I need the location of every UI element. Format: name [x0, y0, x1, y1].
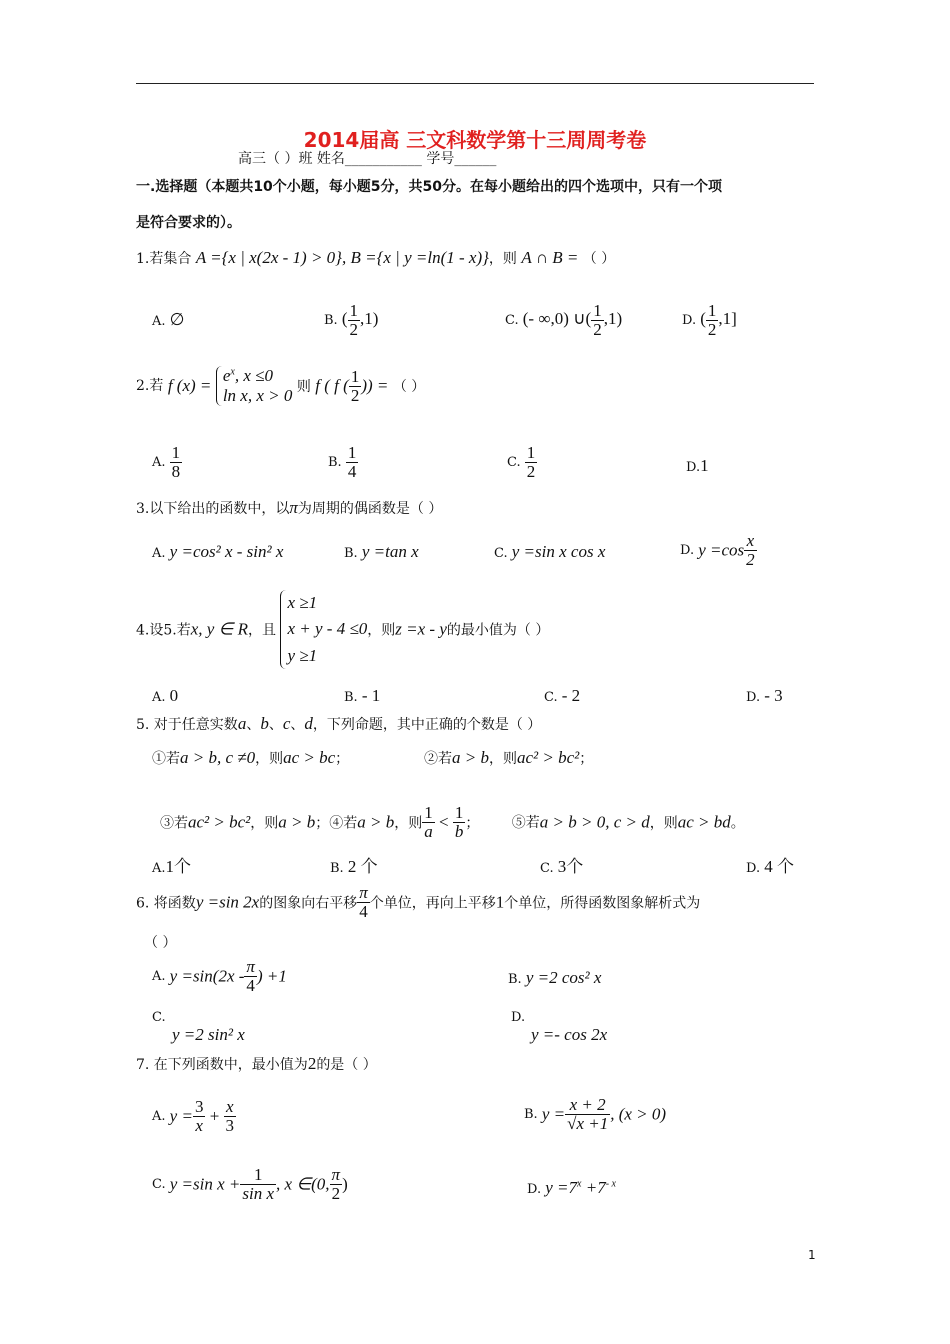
q5-proposition-1: ①若a > b, c ≠0，则ac > bc；: [152, 748, 350, 767]
q5-option-b: B. 2 个: [330, 857, 378, 876]
question-1: 1.若集合 A ={x | x(2x - 1) > 0}, B ={x | y =ln(1 - x)}，则 A ∩ B = （ ）: [136, 248, 616, 267]
q5-proposition-2: ②若a > b，则ac² > bc²；: [424, 748, 594, 767]
question-7: 7. 在下列函数中，最小值为2的是（ ）: [136, 1054, 377, 1073]
q6-option-d: D. y =- cos 2x: [511, 1010, 608, 1044]
q7-option-b: B. y = $\frac{x + 2}{√x +1}$ , (x > 0): [524, 1095, 667, 1133]
question-4: 4.设5.若x, y ∈ R，且 x ≥1 x + y - 4 ≤0 y ≥1 ，则z =x - y的最小值为（ ）: [136, 590, 549, 669]
q1-option-b: B. ( $\frac{1}{2}$ ,1): [324, 301, 379, 339]
top-rule: [136, 83, 814, 84]
q7-option-d: D. $y =7^x +7^{- x}$: [527, 1178, 616, 1197]
page-number: 1: [808, 1248, 816, 1262]
q5-option-d: D. 4 个: [746, 857, 794, 876]
q6-option-c: C. y =2 sin² x: [152, 1010, 245, 1044]
q2-option-c: C. $\frac{1}{2}$: [507, 443, 536, 481]
section-heading-line2: 是符合要求的）。: [136, 215, 241, 231]
q6-option-a: A. y =sin(2x - $\frac{\pi}{4}$ ) +1: [152, 957, 287, 995]
q7-option-c: C. y =sin x + $\frac{1}{\text{sin x}}$ , x ∈(0, $\frac{\pi}{2}$ ): [152, 1165, 348, 1203]
q6-answer-paren: （ ）: [144, 935, 177, 951]
q5-option-a: A.1个: [152, 857, 192, 876]
question-6: 6. 将函数y =sin 2x的图象向右平移 $\frac{\pi}{4}$ 个单位，再向上平移1个单位，所得函数图象解析式为: [136, 883, 701, 921]
question-3: 3.以下给出的函数中，以π为周期的偶函数是（ ）: [136, 498, 443, 517]
q1-option-a: A. ∅: [152, 310, 185, 329]
q3-option-a: A. y =cos² x - sin² x: [152, 542, 284, 561]
q3-option-d: D. y =cos $\frac{x}{2}$: [680, 531, 755, 569]
q3-option-b: B. y =tan x: [344, 542, 419, 561]
q7-option-a: A. y = $\frac{3}{x}$ + $\frac{x}{3}$: [152, 1097, 235, 1135]
q3-option-c: C. y =sin x cos x: [494, 542, 606, 561]
q2-option-b: B. $\frac{1}{4}$: [328, 443, 357, 481]
q6-option-b: B. y =2 cos² x: [508, 968, 602, 987]
q4-option-a: A. 0: [152, 686, 179, 705]
page-title: 2014届高 三文科数学第十三周周考卷: [303, 128, 647, 152]
question-2: 2.若 f (x) = $e^x$, x ≤0 ln x, x > 0 则 f ( f ( $\frac{1}{2}$ )) = （ ）: [136, 366, 426, 405]
q2-option-d: D.1: [686, 456, 709, 475]
question-5: 5. 对于任意实数a、b、c、d，下列命题，其中正确的个数是（ ）: [136, 714, 542, 733]
q4-option-c: C. - 2: [544, 686, 581, 705]
q4-option-b: B. - 1: [344, 686, 381, 705]
section-heading-line1: 一.选择题（本题共10个小题，每小题5分，共50分。在每小题给出的四个选项中，只有一个项: [136, 179, 723, 195]
student-info-line: 高三（ ）班 姓名___________ 学号______: [238, 151, 497, 167]
q2-option-a: A. $\frac{1}{8}$: [152, 443, 181, 481]
q1-option-c: C. (- ∞,0) ∪( $\frac{1}{2}$ ,1): [505, 301, 623, 339]
q5-option-c: C. 3个: [540, 857, 584, 876]
q5-propositions-3-5: ③若ac² > bc²，则a > b；④若a > b，则 $\frac{1}{a}$ < $\frac{1}{b}$ ； ⑤若a > b > 0, c > d，则ac > bd。: [160, 803, 745, 841]
q1-option-d: D. ( $\frac{1}{2}$ ,1]: [682, 301, 737, 339]
q4-option-d: D. - 3: [746, 686, 783, 705]
